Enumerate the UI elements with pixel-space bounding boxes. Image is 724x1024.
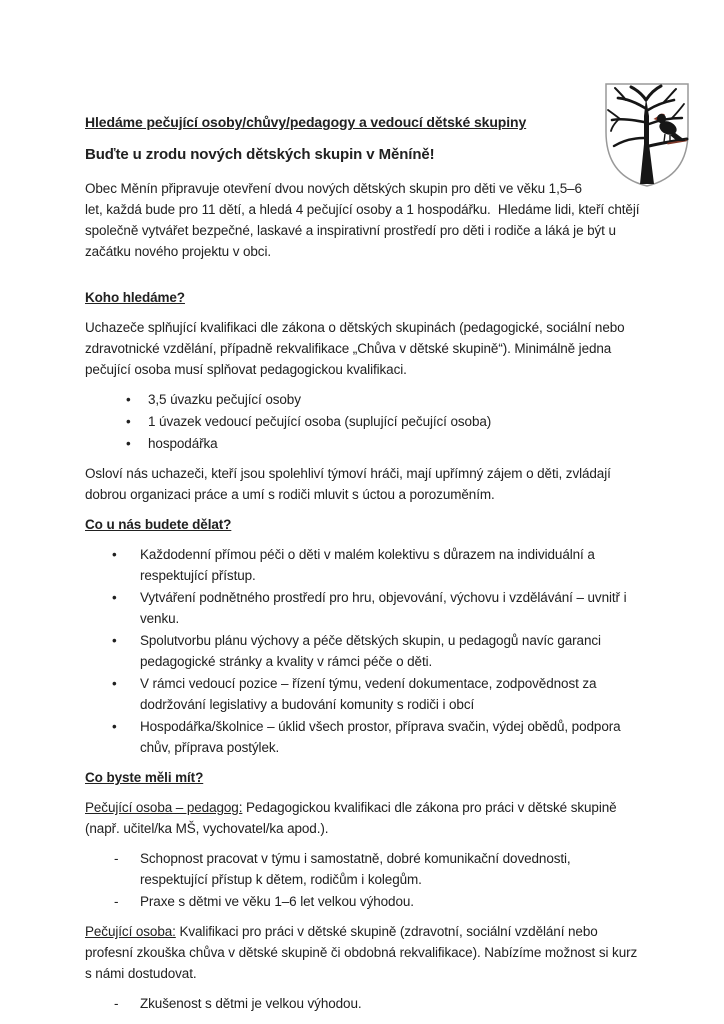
- pedagog-label: Pečující osoba – pedagog:: [85, 800, 243, 815]
- intro-paragraph: Obec Měnín připravuje otevření dvou nových dětských skupin pro děti ve věku 1,5–6 let, každá bude pro 11 dětí, a hledá 4 pečující osoby a 1 hospodářku. Hledáme lidi, kteří chtějí společně vytvářet bezpečné, laskavé a inspirativní prostředí pro děti i rodiče a láká je být u začátku nového projektu v obci.: [85, 181, 644, 259]
- list-item: • hospodářka: [85, 433, 640, 454]
- osoba-requirements-list: [85, 993, 640, 1014]
- section-heading-co-byste-meli-mit: Co byste měli mít?: [85, 770, 204, 785]
- section-heading-koho-hledame: Koho hledáme?: [85, 290, 185, 305]
- menin-coat-of-arms-image: [604, 82, 690, 190]
- pedagog-requirements-list: [85, 848, 640, 912]
- koho-qualification-paragraph: Uchazeče splňující kvalifikaci dle zákona o dětských skupinách (pedagogické, sociální nebo zdravotnické vzdělání, případně rekvalifikace „Chůva v dětské skupině“). Minimálně jedna pečující osoba musí splňovat pedagogickou kvalifikaci.: [85, 320, 629, 377]
- list-item: • Spolutvorbu plánu výchovy a péče dětských skupin, u pedagogů navíc garanci pedagogické stránky a kvality v rámci péče o děti.: [85, 630, 640, 672]
- document-subtitle: Buďte u zrodu nových dětských skupin v Měníně!: [85, 146, 435, 163]
- responsibilities-list: [85, 544, 640, 758]
- list-item: • Každodenní přímou péči o děti v malém kolektivu s důrazem na individuální a respektující přístup.: [85, 544, 640, 586]
- list-item: • 1 úvazek vedoucí pečující osoba (suplující pečující osoba): [85, 411, 640, 432]
- list-item: - Schopnost pracovat v týmu i samostatně, dobré komunikační dovednosti, respektující přístup k dětem, rodičům i kolegům.: [85, 848, 640, 890]
- list-item: • V rámci vedoucí pozice – řízení týmu, vedení dokumentace, zodpovědnost za dodržování legislativy a budování komunity s rodiči i obcí: [85, 673, 640, 715]
- coat-of-arms-icon: [604, 82, 690, 190]
- list-item: • Hospodářka/školnice – úklid všech prostor, příprava svačin, výdej obědů, podpora chův, příprava postýlek.: [85, 716, 640, 758]
- list-item: • Vytváření podnětného prostředí pro hru, objevování, výchovu i vzdělávání – uvnitř i venku.: [85, 587, 640, 629]
- section-heading-co-budete-delat: Co u nás budete dělat?: [85, 517, 232, 532]
- blank-line: [85, 271, 690, 285]
- osoba-qualification-paragraph: [85, 921, 640, 984]
- koho-closing-paragraph: Osloví nás uchazeči, kteří jsou spolehliví týmoví hráči, mají upřímný zájem o děti, zvládají dobrou organizaci práce a umí s rodiči mluvit s úctou a porozuměním.: [85, 466, 615, 502]
- document-title: Hledáme pečující osoby/chůvy/pedagogy a vedoucí dětské skupiny: [85, 114, 527, 130]
- osoba-text: Kvalifikaci pro práci v dětské skupině (zdravotní, sociální vzdělání nebo profesní zkouška chůva v dětské skupině či obdobná rekvalifikace). Nabízíme možnost si kurz s námi dostudovat.: [85, 924, 641, 981]
- list-item: - Zkušenost s dětmi je velkou výhodou.: [85, 993, 640, 1014]
- list-item: • 3,5 úvazku pečující osoby: [85, 389, 640, 410]
- pedagog-qualification-paragraph: [85, 797, 640, 839]
- list-item: - Praxe s dětmi ve věku 1–6 let velkou výhodou.: [85, 891, 640, 912]
- osoba-label: Pečující osoba:: [85, 924, 176, 939]
- pedagog-text: Pedagogickou kvalifikaci dle zákona pro práci v dětské skupině (např. učitel/ka MŠ, vychovatel/ka apod.).: [85, 800, 621, 836]
- open-positions-list: [85, 389, 640, 454]
